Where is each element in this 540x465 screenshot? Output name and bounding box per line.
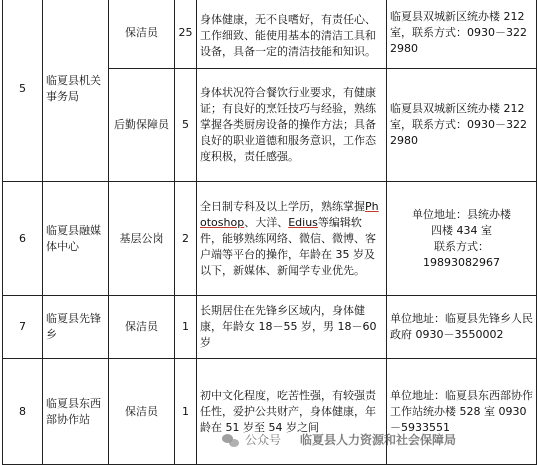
requirement-text: 等编辑软件，能够熟练网络、微信、微博、客户端等平台的操作，年龄在 35 岁及以下，新媒体、新闻学专业优先。 <box>200 215 376 277</box>
headcount: 1 <box>175 296 197 359</box>
job-requirement: 长期居住在先锋乡区域内，身体健康，年龄女 18－55 岁，男 18－60 岁 <box>197 296 387 359</box>
row-number: 6 <box>3 182 43 296</box>
table-row <box>3 0 537 69</box>
contact-line: 单位地址：县统办楼 <box>412 207 511 221</box>
requirement-text: 全日制专科及以上学历，熟练掌握 <box>200 199 365 213</box>
position-name: 保洁员 <box>109 0 175 69</box>
job-requirement: 初中文化程度，吃苦性强，有较强责任性，爱护公共财产，身体健康，年龄在 51 岁至 54 岁之间 <box>197 359 387 465</box>
position-name: 保洁员 <box>109 296 175 359</box>
contact-info: 临夏县双城新区统办楼 212 室，联系方式：0930－3222980 <box>387 69 537 182</box>
job-requirement: 身体健康，无不良嗜好，有责任心、工作细致、能使用基本的清洁工具和设备，具备一定的清洁技能和知识。 <box>197 0 387 69</box>
software-name: Edius <box>288 215 318 229</box>
position-name: 基层公岗 <box>109 182 175 296</box>
contact-info: 单位地址：临夏县东西部协作工作站统办楼 528 室 0930－5933551 <box>387 359 537 465</box>
unit-name: 临夏县先锋乡 <box>43 296 109 359</box>
position-name: 后勤保障员 <box>109 69 175 182</box>
watermark-account: 公众号 <box>245 433 282 447</box>
position-name: 保洁员 <box>109 359 175 465</box>
table-row <box>3 182 537 296</box>
unit-name: 临夏县融媒体中心 <box>43 182 109 296</box>
table-row <box>3 296 537 359</box>
row-number: 5 <box>3 0 43 182</box>
row-number: 7 <box>3 296 43 359</box>
unit-name: 临夏县东西部协作站 <box>43 359 109 465</box>
contact-info: 临夏县双城新区统办楼 212 室，联系方式：0930－3222980 <box>387 0 537 69</box>
watermark-org: 临夏县人力资源和社会保障局 <box>300 433 457 447</box>
unit-name: 临夏县机关事务局 <box>43 0 109 182</box>
table-row <box>3 359 537 465</box>
software-name: Photoshop <box>200 199 379 229</box>
row-number: 8 <box>3 359 43 465</box>
requirement-text: 、大洋、 <box>244 215 289 229</box>
job-requirement: 身体状况符合餐饮行业要求，有健康证；有良好的烹饪技巧与经验，熟练掌握各类厨房设备的操作方法；具备良好的职业道德和服务意识，工作态度积极，责任感强。 <box>197 69 387 182</box>
contact-line: 19893082967 <box>423 255 500 269</box>
headcount: 2 <box>175 182 197 296</box>
contact-info: 单位地址：临夏县先锋乡人民政府 0930－3550002 <box>387 296 537 359</box>
contact-line: 四楼 434 室 <box>431 223 492 237</box>
contact-info <box>387 182 537 296</box>
headcount: 1 <box>175 359 197 465</box>
headcount: 5 <box>175 69 197 182</box>
headcount: 25 <box>175 0 197 69</box>
contact-line: 联系方式： <box>434 239 489 253</box>
job-requirement <box>197 182 387 296</box>
job-table <box>2 0 537 465</box>
